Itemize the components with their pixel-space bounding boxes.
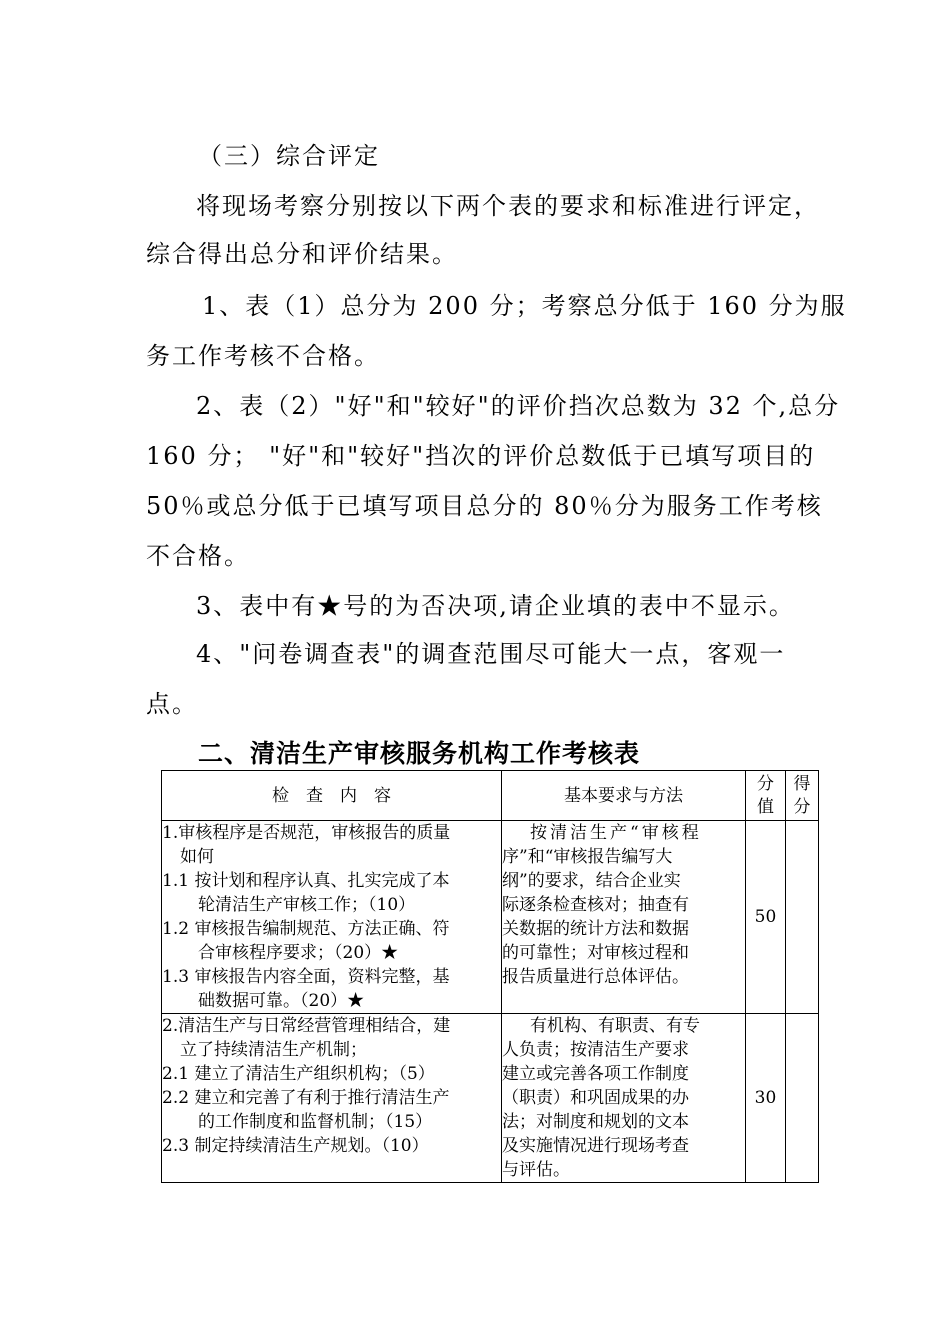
- header-score-1: 分: [757, 773, 774, 794]
- row-method: [502, 821, 746, 1014]
- method-line: 序”和“审核报告编写大: [502, 847, 673, 867]
- method-line: 及实施情况进行现场考查: [502, 1136, 689, 1156]
- row-content: [162, 1014, 502, 1183]
- rule-2-line-3: 50％或总分低于已填写项目总分的 80％分为服务工作考核: [146, 492, 823, 520]
- content-line: 的工作制度和监督机制；（15）: [198, 1112, 433, 1132]
- header-method: 基本要求与方法: [502, 771, 746, 821]
- method-line: 报告质量进行总体评估。: [502, 967, 689, 987]
- method-line: 关数据的统计方法和数据: [502, 919, 689, 939]
- content-line: 合审核程序要求；（20）★: [198, 943, 399, 963]
- content-line: 1.审核程序是否规范，审核报告的质量: [162, 823, 451, 843]
- table-row: [162, 1014, 819, 1183]
- method-line: 法；对制度和规划的文本: [502, 1112, 689, 1132]
- row-method: [502, 1014, 746, 1183]
- section-title: （三）综合评定: [198, 142, 380, 170]
- table-row: [162, 821, 819, 1014]
- row-score: 50: [746, 821, 786, 1014]
- row-score: 30: [746, 1014, 786, 1183]
- header-got: [786, 771, 819, 821]
- rule-3-line-1: 3、表中有★号的为否决项,请企业填的表中不显示。: [196, 592, 795, 620]
- method-line: （职责）和巩固成果的办: [502, 1088, 689, 1108]
- table-heading: 二、清洁生产审核服务机构工作考核表: [198, 739, 641, 768]
- method-line: 建立或完善各项工作制度: [502, 1064, 689, 1084]
- method-line: 按清洁生产“审核程: [530, 823, 702, 843]
- rule-1-line-1: 1、表（1）总分为 200 分；考察总分低于 160 分为服: [202, 292, 847, 320]
- table-header-row: [162, 771, 819, 821]
- content-line: 2.3 制定持续清洁生产规划。（10）: [162, 1136, 429, 1156]
- header-got-1: 得: [793, 773, 811, 794]
- method-line: 人负责；按清洁生产要求: [502, 1040, 689, 1060]
- row-got: [786, 1014, 819, 1183]
- content-line: 2.1 建立了清洁生产组织机构；（5）: [162, 1064, 435, 1084]
- content-line: 1.1 按计划和程序认真、扎实完成了本: [162, 871, 450, 891]
- content-line: 1.3 审核报告内容全面，资料完整，基: [162, 967, 450, 987]
- content-line: 轮清洁生产审核工作；（10）: [198, 895, 416, 915]
- content-line: 础数据可靠。（20）★: [198, 991, 365, 1011]
- rule-2-line-4: 不合格。: [146, 542, 250, 570]
- content-line: 立了持续清洁生产机制；: [180, 1040, 367, 1060]
- intro-line-1: 将现场考察分别按以下两个表的要求和标准进行评定，: [196, 192, 820, 220]
- rule-4-line-1: 4、"问卷调查表"的调查范围尽可能大一点，客观一: [196, 640, 786, 668]
- content-line: 1.2 审核报告编制规范、方法正确、符: [162, 919, 450, 939]
- method-line: 的可靠性；对审核过程和: [502, 943, 689, 963]
- method-line: 际逐条检查核对；抽查有: [502, 895, 689, 915]
- content-line: 如何: [180, 847, 214, 867]
- method-line: 纲”的要求，结合企业实: [502, 871, 681, 891]
- method-line: 有机构、有职责、有专: [530, 1016, 700, 1036]
- row-content: [162, 821, 502, 1014]
- intro-line-2: 综合得出总分和评价结果。: [146, 240, 458, 268]
- method-line: 与评估。: [502, 1160, 570, 1180]
- row-got: [786, 821, 819, 1014]
- review-table: [161, 770, 819, 1183]
- rule-2-line-2: 160 分； "好"和"较好"挡次的评价总数低于已填写项目的: [146, 442, 816, 470]
- header-content: 检 查 内 容: [162, 771, 502, 821]
- header-score-2: 值: [757, 796, 774, 817]
- content-line: 2.清洁生产与日常经营管理相结合，建: [162, 1016, 451, 1036]
- rule-1-line-2: 务工作考核不合格。: [146, 342, 380, 370]
- header-got-2: 分: [793, 796, 811, 817]
- content-line: 2.2 建立和完善了有利于推行清洁生产: [162, 1088, 450, 1108]
- rule-4-line-2: 点。: [146, 690, 198, 718]
- header-score: [746, 771, 786, 821]
- rule-2-line-1: 2、表（2）"好"和"较好"的评价挡次总数为 32 个,总分: [196, 392, 841, 420]
